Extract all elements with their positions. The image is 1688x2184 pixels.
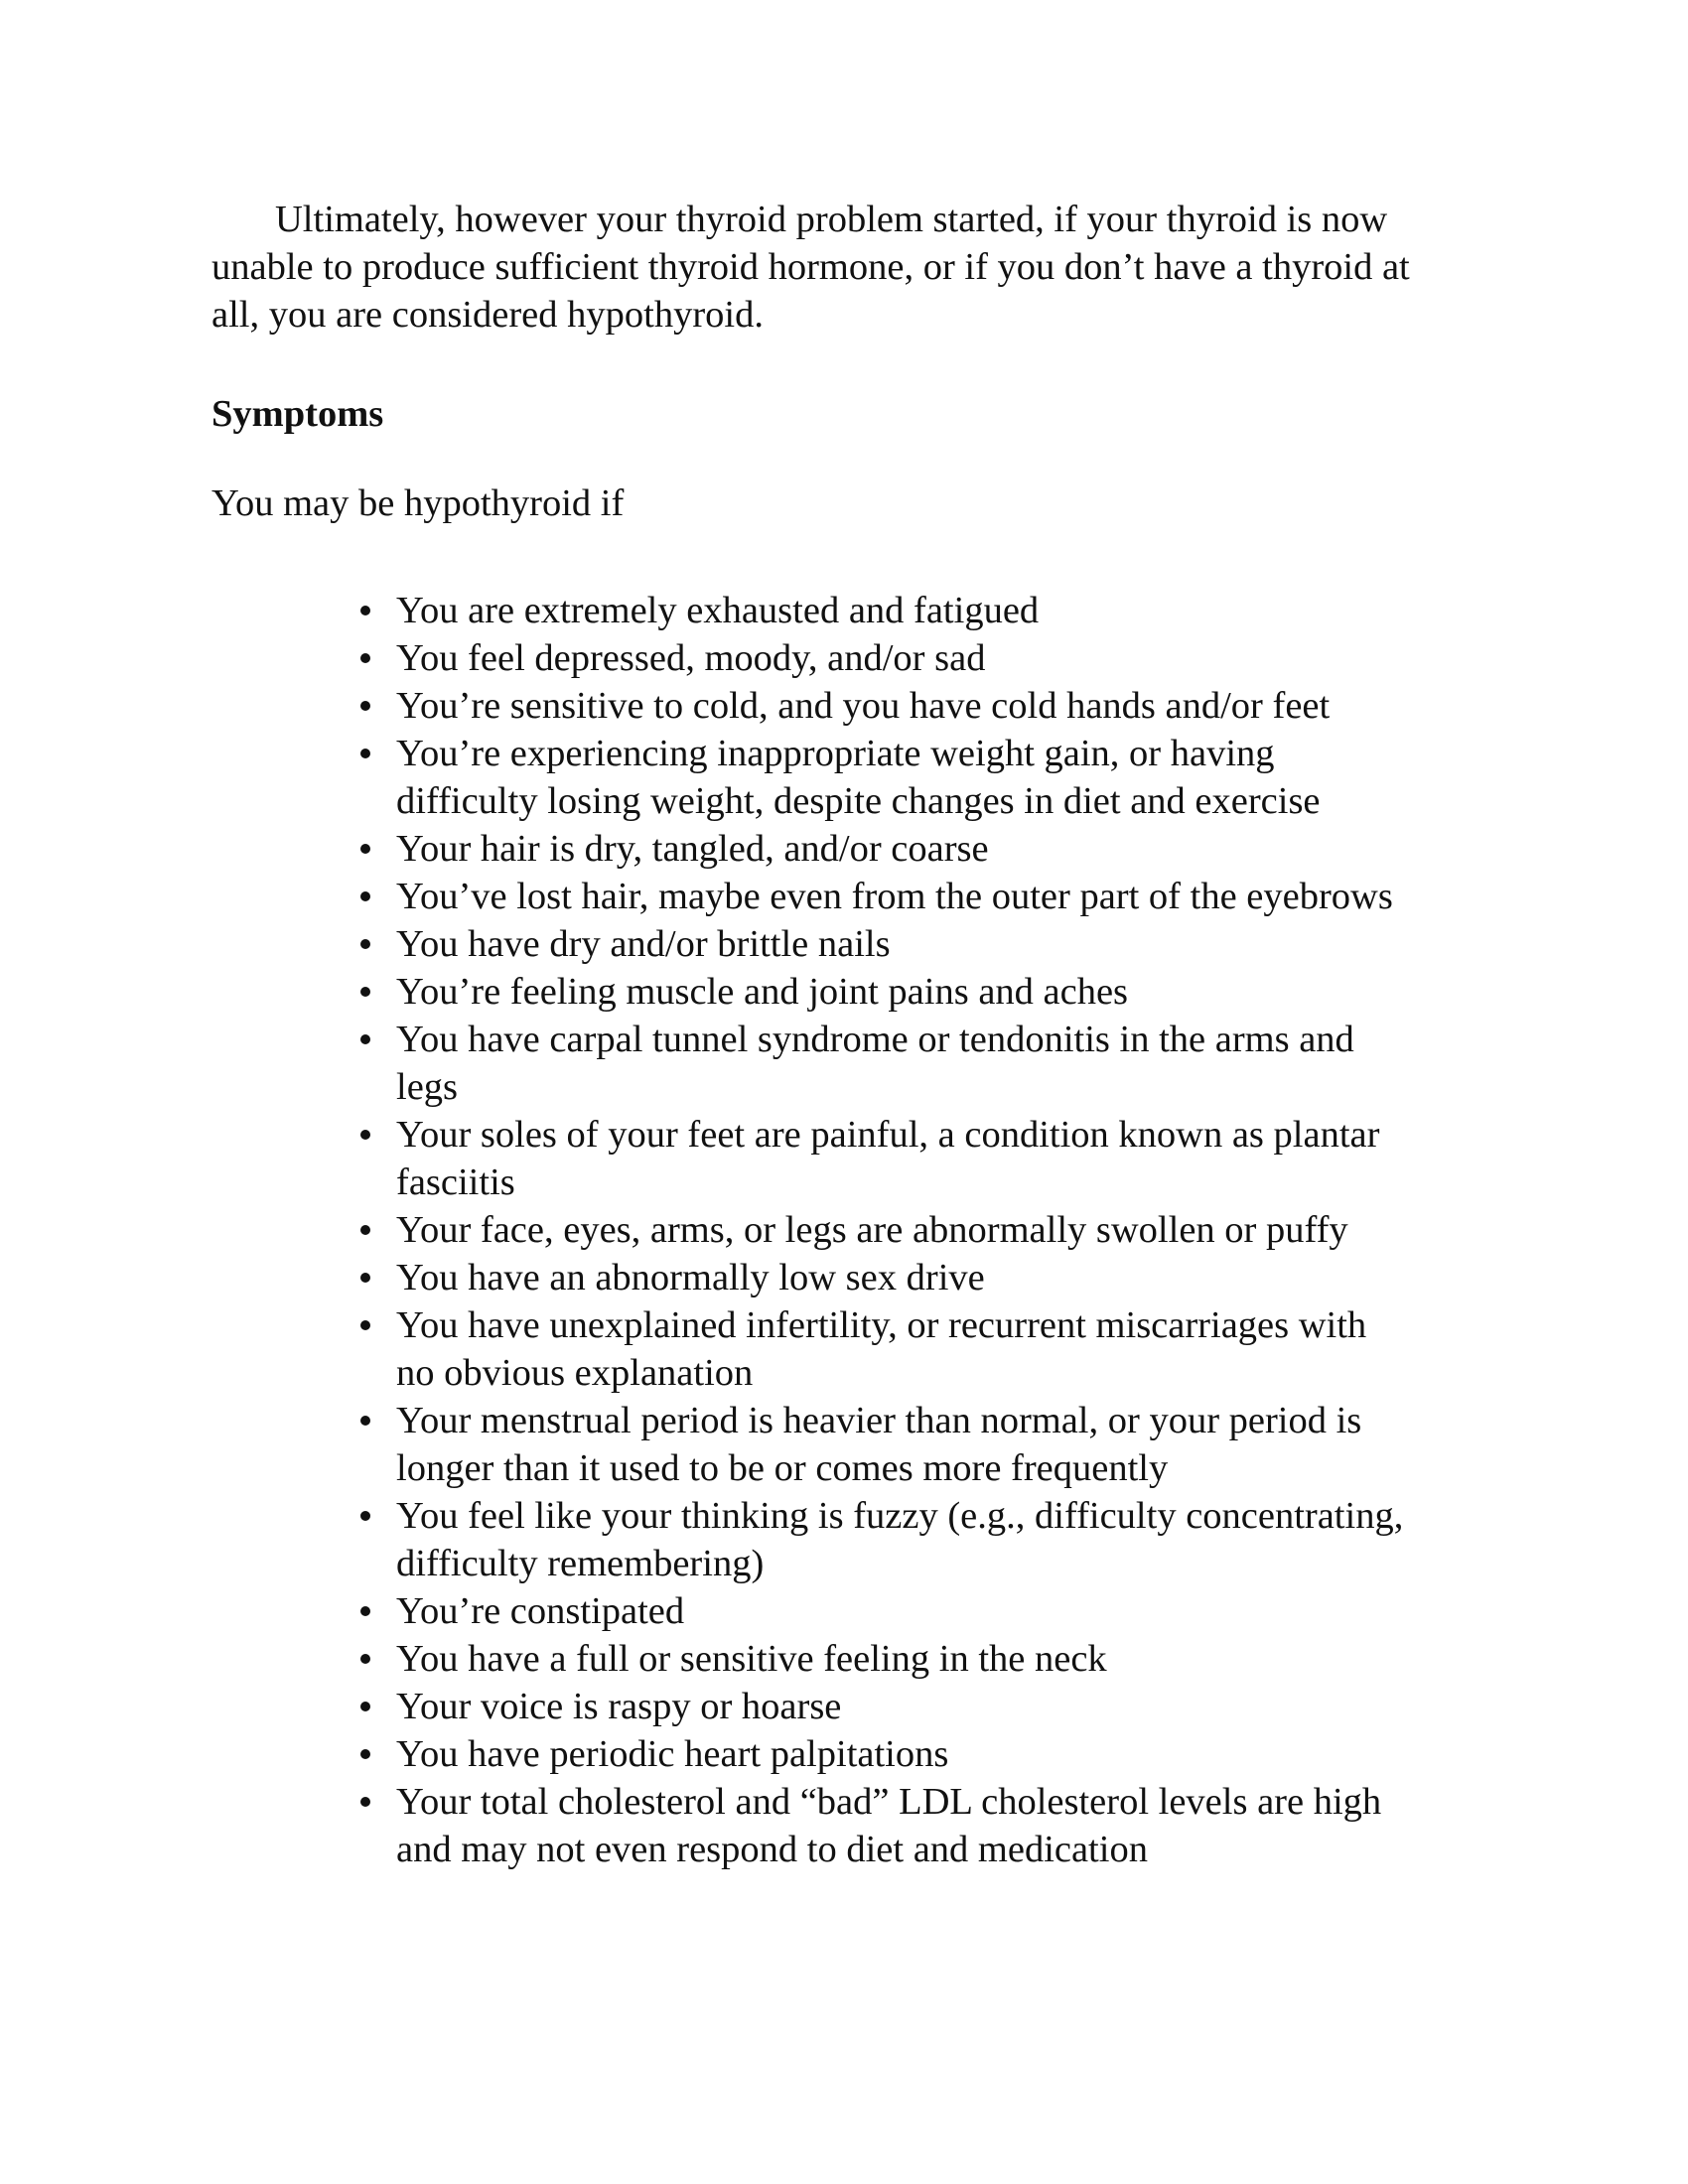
intro-paragraph: Ultimately, however your thyroid problem started, if your thyroid is now unable to produce sufficient thyroid hormone, or if you don’t have a thyroid at all, you are considered hypothyroid. [211, 199, 1410, 336]
bullet-icon [360, 1654, 370, 1664]
symptom-text: Your soles of your feet are painful, a condition known as plantar fasciitis [396, 1114, 1380, 1203]
symptom-text: You’re feeling muscle and joint pains and aches [396, 971, 1129, 1013]
document-body [211, 196, 1443, 1873]
list-item [396, 1397, 1409, 1492]
bullet-icon [360, 1130, 370, 1140]
section-heading: Symptoms [211, 393, 384, 435]
bullet-icon [360, 844, 370, 854]
list-item [396, 587, 1409, 634]
list-item [396, 1730, 1409, 1778]
lead-in-text: You may be hypothyroid if [211, 482, 625, 524]
list-item [396, 1683, 1409, 1730]
symptom-text: You have dry and/or brittle nails [396, 923, 891, 965]
bullet-icon [360, 1416, 370, 1426]
symptom-text: Your face, eyes, arms, or legs are abnormally swollen or puffy [396, 1209, 1348, 1251]
list-item [396, 1301, 1409, 1397]
bullet-icon [360, 1749, 370, 1759]
bullet-icon [360, 653, 370, 663]
symptom-text: Your voice is raspy or hoarse [396, 1686, 842, 1727]
list-item [396, 1778, 1409, 1873]
list-item [396, 1016, 1409, 1111]
symptom-text: You feel depressed, moody, and/or sad [396, 637, 986, 679]
bullet-icon [360, 1511, 370, 1521]
symptom-text: You’re constipated [396, 1590, 685, 1632]
bullet-icon [360, 1273, 370, 1283]
symptom-text: You’re experiencing inappropriate weight gain, or having difficulty losing weight, despite changes in diet and exercise [396, 733, 1321, 822]
list-item [396, 1111, 1409, 1206]
list-item [396, 634, 1409, 682]
bullet-icon [360, 1702, 370, 1711]
symptom-text: You’ve lost hair, maybe even from the outer part of the eyebrows [396, 876, 1393, 917]
bullet-icon [360, 606, 370, 615]
list-item [396, 1206, 1409, 1254]
list-item [396, 1635, 1409, 1683]
symptom-text: You have carpal tunnel syndrome or tendonitis in the arms and legs [396, 1019, 1354, 1108]
bullet-icon [360, 1606, 370, 1616]
bullet-icon [360, 987, 370, 997]
bullet-icon [360, 1320, 370, 1330]
symptom-list [211, 587, 1409, 1873]
symptom-text: Your menstrual period is heavier than normal, or your period is longer than it used to be or comes more frequently [396, 1400, 1362, 1489]
list-item [396, 1254, 1409, 1301]
bullet-icon [360, 701, 370, 711]
symptom-text: You feel like your thinking is fuzzy (e.g., difficulty concentrating, difficulty remembering) [396, 1495, 1404, 1584]
bullet-icon [360, 939, 370, 949]
symptom-text: Your total cholesterol and “bad” LDL cholesterol levels are high and may not even respond to diet and medication [396, 1781, 1382, 1870]
list-item [396, 873, 1409, 920]
list-item [396, 682, 1409, 730]
list-item [396, 968, 1409, 1016]
symptom-text: Your hair is dry, tangled, and/or coarse [396, 828, 989, 870]
bullet-icon [360, 1797, 370, 1807]
symptom-text: You’re sensitive to cold, and you have cold hands and/or feet [396, 685, 1331, 727]
symptom-text: You have unexplained infertility, or recurrent miscarriages with no obvious explanation [396, 1304, 1367, 1394]
bullet-icon [360, 1225, 370, 1235]
list-item [396, 920, 1409, 968]
list-item [396, 1492, 1409, 1587]
list-item [396, 1587, 1409, 1635]
bullet-icon [360, 891, 370, 901]
symptom-text: You have an abnormally low sex drive [396, 1257, 985, 1298]
list-item [396, 730, 1409, 825]
bullet-icon [360, 749, 370, 758]
symptom-text: You have periodic heart palpitations [396, 1733, 949, 1775]
bullet-icon [360, 1034, 370, 1044]
symptom-text: You have a full or sensitive feeling in the neck [396, 1638, 1107, 1680]
symptom-text: You are extremely exhausted and fatigued [396, 590, 1040, 631]
list-item [396, 825, 1409, 873]
